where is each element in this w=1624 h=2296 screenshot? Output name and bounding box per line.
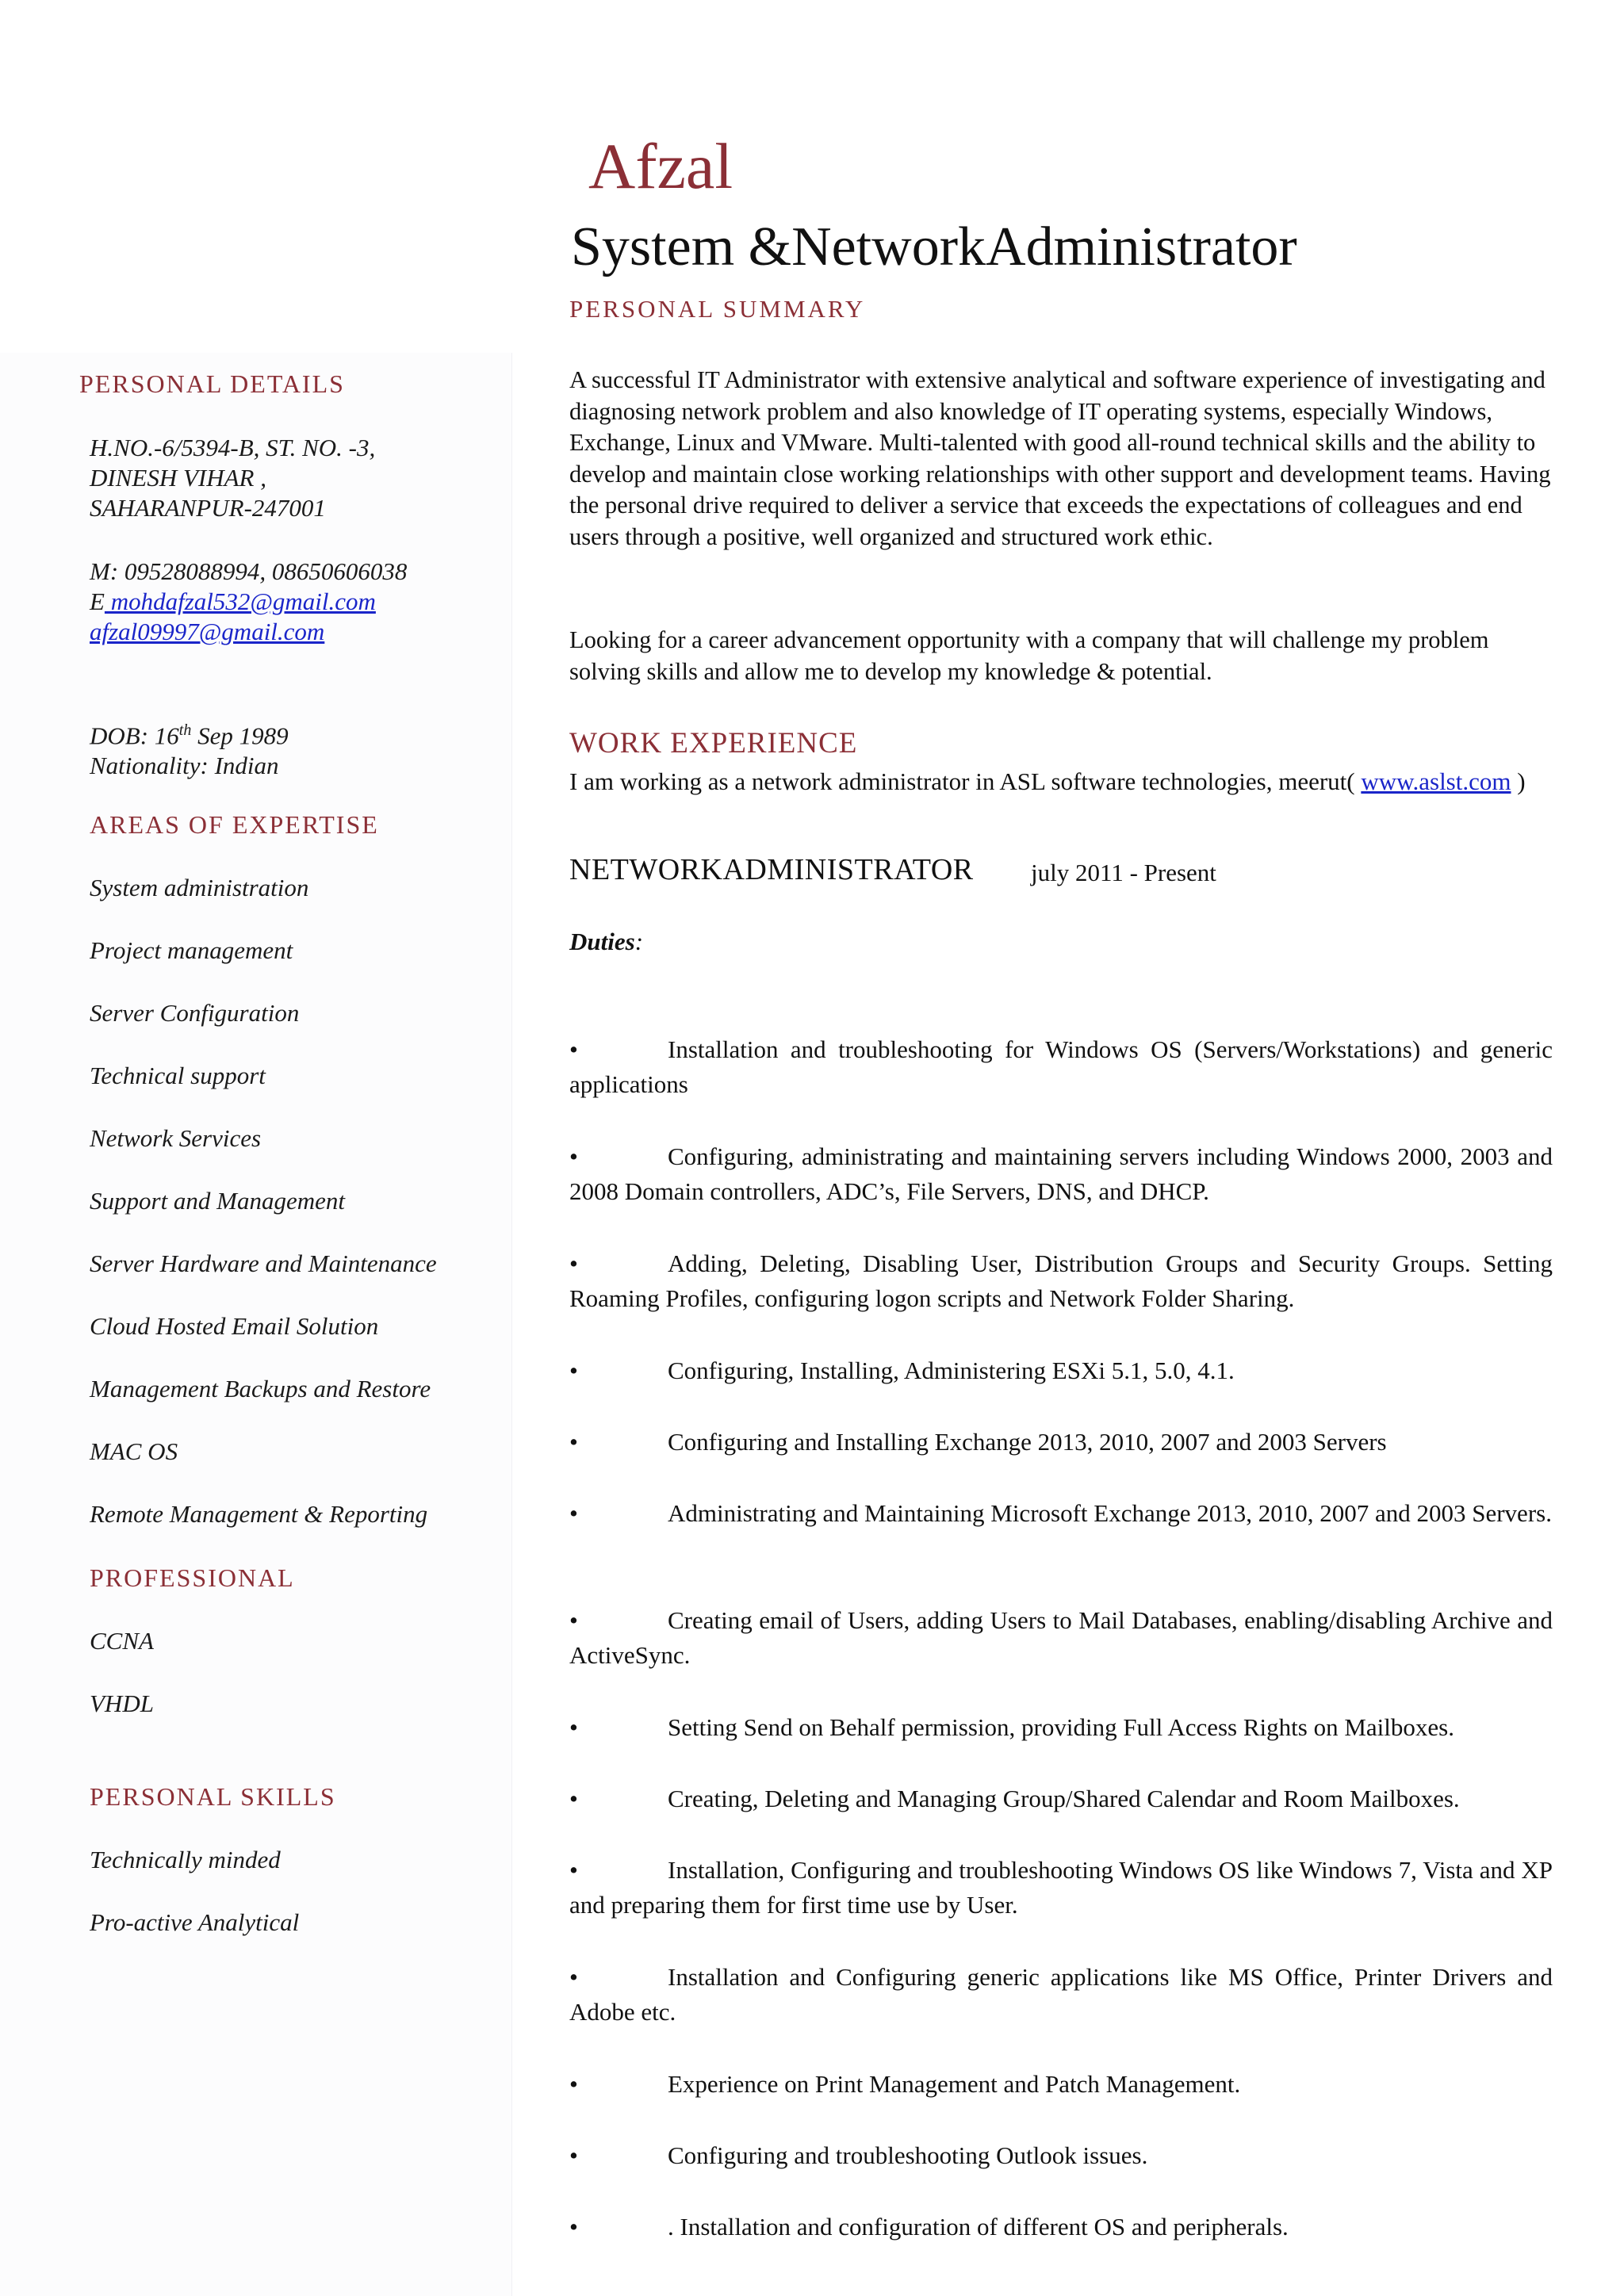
work-intro-end: ): [1511, 767, 1526, 795]
expertise-item: Project management: [90, 936, 293, 964]
company-website-link[interactable]: www.aslst.com: [1361, 767, 1511, 795]
professional-item: VHDL: [90, 1689, 154, 1717]
duty-item: [569, 1710, 1553, 1745]
personal-details-heading: PERSONAL DETAILS: [79, 369, 345, 398]
bullet-icon: •: [569, 1142, 578, 1170]
duty-item: [569, 2138, 1553, 2173]
candidate-title: System &NetworkAdministrator: [571, 216, 1297, 277]
expertise-item: Cloud Hosted Email Solution: [90, 1312, 379, 1340]
duty-text: Setting Send on Behalf permission, providing Full Access Rights on Mailboxes.: [668, 1713, 1454, 1741]
expertise-item: Technical support: [90, 1062, 266, 1089]
email-link-1[interactable]: mohdafzal532@gmail.com: [104, 587, 376, 615]
duty-item: [569, 1853, 1553, 1923]
role-row: [569, 852, 1216, 887]
duty-text: Configuring and troubleshooting Outlook issues.: [668, 2141, 1148, 2169]
bullet-icon: •: [569, 2070, 578, 2098]
bullet-icon: •: [569, 1713, 578, 1741]
duty-text: Creating email of Users, adding Users to Mail Databases, enabling/disabling Archive and ActiveSync.: [569, 1606, 1553, 1669]
duty-text: Creating, Deleting and Managing Group/Shared Calendar and Room Mailboxes.: [668, 1785, 1460, 1812]
expertise-item: Support and Management: [90, 1187, 346, 1215]
address-line: H.NO.-6/5394-B, ST. NO. -3,: [90, 434, 376, 461]
duty-text: Configuring and Installing Exchange 2013, 2010, 2007 and 2003 Servers: [668, 1428, 1387, 1456]
professional-heading: PROFESSIONAL: [90, 1563, 295, 1592]
nationality: Nationality: Indian: [90, 752, 279, 780]
expertise-item: Management Backups and Restore: [90, 1375, 431, 1402]
phone-numbers: M: 09528088994, 08650606038: [90, 557, 408, 585]
professional-item: CCNA: [90, 1627, 154, 1655]
duty-item: [569, 1032, 1553, 1102]
personal-skill-item: Pro-active Analytical: [90, 1908, 300, 1936]
duty-text: . Installation and configuration of different OS and peripherals.: [668, 2213, 1289, 2241]
duty-text: Configuring, Installing, Administering ESXi 5.1, 5.0, 4.1.: [668, 1357, 1235, 1384]
email-line: [90, 587, 407, 617]
bullet-icon: •: [569, 1963, 578, 1991]
duty-item: [569, 1139, 1553, 1209]
bullet-icon: •: [569, 1249, 578, 1277]
personal-skills-heading: PERSONAL SKILLS: [90, 1782, 336, 1811]
duty-text: Installation and Configuring generic applications like MS Office, Printer Drivers and Adobe etc.: [569, 1963, 1553, 2026]
bullet-icon: •: [569, 1606, 578, 1634]
duty-text: Adding, Deleting, Disabling User, Distribution Groups and Security Groups. Setting Roaming Profiles, configuring logon scripts and Network Folder Sharing.: [569, 1249, 1553, 1312]
duty-item: [569, 2067, 1553, 2102]
personal-info-block: [90, 715, 289, 781]
address-line: DINESH VIHAR ,: [90, 464, 266, 492]
duty-item: [569, 1353, 1553, 1388]
duty-text: Installation and troubleshooting for Windows OS (Servers/Workstations) and generic applications: [569, 1035, 1553, 1098]
duty-item: [569, 1960, 1553, 2030]
duties-label: [569, 928, 643, 956]
personal-summary-heading: PERSONAL SUMMARY: [569, 295, 866, 323]
expertise-item: Remote Management & Reporting: [90, 1500, 428, 1528]
work-intro-text: I am working as a network administrator in ASL software technologies, meerut(: [569, 767, 1355, 795]
duty-item: [569, 1603, 1553, 1673]
bullet-icon: •: [569, 2141, 578, 2169]
date-of-birth: [90, 715, 289, 751]
career-objective-paragraph: Looking for a career advancement opportunity with a company that will challenge my problem solving skills and allow me to develop my knowledge & potential.: [569, 626, 1489, 685]
email-link-2[interactable]: afzal09997@gmail.com: [90, 618, 325, 645]
duty-item: [569, 1246, 1553, 1316]
email-line-2: [90, 617, 407, 647]
bullet-icon: •: [569, 1428, 578, 1456]
expertise-item: System administration: [90, 874, 309, 901]
address-line: SAHARANPUR-247001: [90, 494, 326, 522]
duty-text: Experience on Print Management and Patch Management.: [668, 2070, 1241, 2098]
bullet-icon: •: [569, 1499, 578, 1527]
summary-paragraph: A successful IT Administrator with extensive analytical and software experience of investigating and diagnosing network problem and also knowledge of IT operating systems, especially Windows, Exchange, Linux and VMware. Multi-talented with good all-round technical skills and the ability to develop and maintain close working relationships with other support and development teams. Having the personal drive required to deliver a service that exceeds the expectations of colleagues and end users through a positive, well organized and structured work ethic.: [569, 366, 1551, 550]
bullet-icon: •: [569, 1357, 578, 1384]
expertise-item: Server Configuration: [90, 999, 300, 1027]
duty-text: Installation, Configuring and troubleshooting Windows OS like Windows 7, Vista and XP and preparing them for first time use by User.: [569, 1856, 1553, 1919]
bullet-icon: •: [569, 2213, 578, 2241]
role-title: NETWORKADMINISTRATOR: [569, 853, 974, 886]
duties-colon: :: [634, 928, 644, 955]
address-block: [90, 433, 375, 523]
candidate-name: Afzal: [588, 130, 733, 202]
personal-skill-item: Technically minded: [90, 1846, 281, 1873]
contact-block: [90, 557, 407, 647]
duties-label-text: Duties: [569, 928, 635, 955]
work-experience-heading: WORK EXPERIENCE: [569, 727, 858, 760]
duty-item: [569, 1781, 1553, 1816]
bullet-icon: •: [569, 1035, 578, 1063]
duty-text: Administrating and Maintaining Microsoft Exchange 2013, 2010, 2007 and 2003 Servers.: [668, 1499, 1552, 1527]
expertise-heading: AREAS OF EXPERTISE: [90, 810, 379, 839]
duty-item: [569, 2210, 1553, 2244]
email-prefix: E: [90, 587, 105, 615]
expertise-item: MAC OS: [90, 1437, 178, 1465]
duty-item: [569, 1496, 1553, 1531]
dob-superscript: th: [178, 721, 192, 739]
work-intro: [569, 763, 1553, 801]
expertise-item: Server Hardware and Maintenance: [90, 1249, 437, 1277]
duty-item: [569, 1425, 1553, 1460]
bullet-icon: •: [569, 1785, 578, 1812]
bullet-icon: •: [569, 1856, 578, 1884]
duty-text: Configuring, administrating and maintaining servers including Windows 2000, 2003 and 2008 Domain controllers, ADC’s, File Servers, DNS, and DHCP.: [569, 1142, 1553, 1205]
dob-prefix: DOB: 16: [90, 721, 179, 750]
role-dates: july 2011 - Present: [1031, 859, 1216, 886]
expertise-item: Network Services: [90, 1124, 262, 1152]
dob-suffix: Sep 1989: [191, 721, 289, 750]
